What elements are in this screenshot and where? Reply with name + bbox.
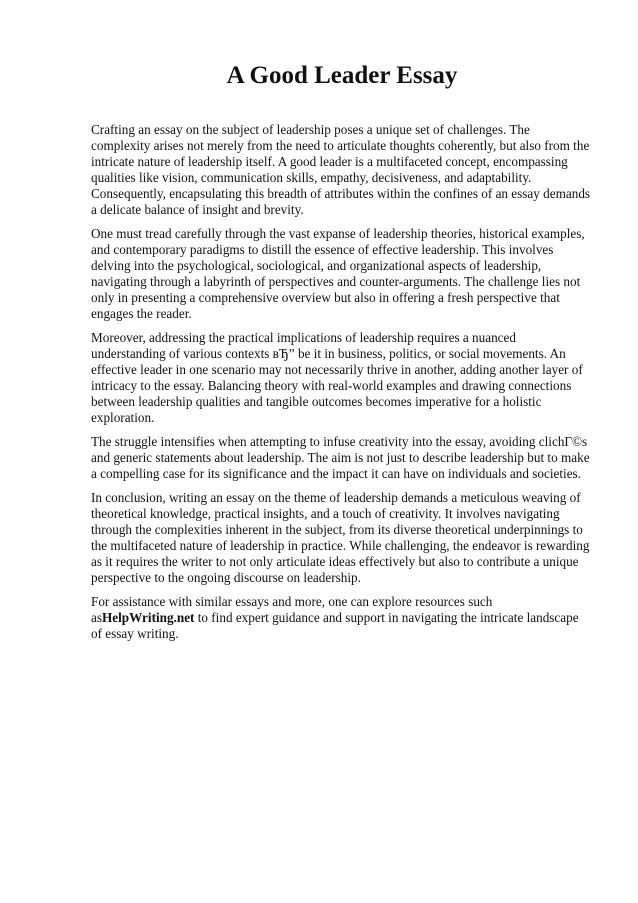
paragraph-4: The struggle intensifies when attempting to infuse creativity into the essay, avoiding clichГ©s and generic statements about leadership. The aim is not just to describe leadership but to make a compelling case for its significance and the impact it can have on individuals and societies. xyxy=(91,434,590,481)
closing-text-before: For assistance with similar essays and more, one can explore resources such as xyxy=(91,594,493,625)
document-title: A Good Leader Essay xyxy=(226,62,458,89)
paragraph-3: Moreover, addressing the practical implications of leadership requires a nuanced understanding of various contexts вЂ” be it in business, politics, or social movements. An effective leader in one scenario may not necessarily thrive in another, adding another layer of intricacy to the essay. Balancing theory with real-world examples and drawing connections between leadership qualities and tangible outcomes becomes imperative for a holistic exploration. xyxy=(91,330,583,425)
paragraph-1: Crafting an essay on the subject of leadership poses a unique set of challenges. The complexity arises not merely from the need to articulate thoughts coherently, but also from the intricate nature of leadership itself. A good leader is a multifaceted concept, encompassing qualities like vision, communication skills, empathy, decisiveness, and adaptability. Consequently, encapsulating this breadth of attributes within the confines of an essay demands a delicate balance of insight and brevity. xyxy=(91,122,591,217)
closing-text-after: to find expert guidance and support in navigating the intricate landscape of essay writing. xyxy=(91,610,579,641)
paragraph-2: One must tread carefully through the vast expanse of leadership theories, historical examples, and contemporary paradigms to distill the essence of effective leadership. This involves delving into the psychological, sociological, and organizational aspects of leadership, navigating through a labyrinth of perspectives and counter-arguments. The challenge lies not only in presenting a comprehensive overview but also in offering a fresh perspective that engages the reader. xyxy=(91,226,585,321)
brand-link[interactable]: HelpWriting.net xyxy=(102,610,195,625)
paragraph-5: In conclusion, writing an essay on the theme of leadership demands a meticulous weaving of theoretical knowledge, practical insights, and a touch of creativity. It involves navigating through the complexities inherent in the subject, from its diverse theoretical underpinnings to the multifaceted nature of leadership in practice. While challenging, the endeavor is rewarding as it requires the writer to not only articulate ideas effectively but also to contribute a unique perspective to the ongoing discourse on leadership. xyxy=(91,490,590,585)
document-page xyxy=(91,60,591,650)
closing-paragraph xyxy=(91,594,591,642)
